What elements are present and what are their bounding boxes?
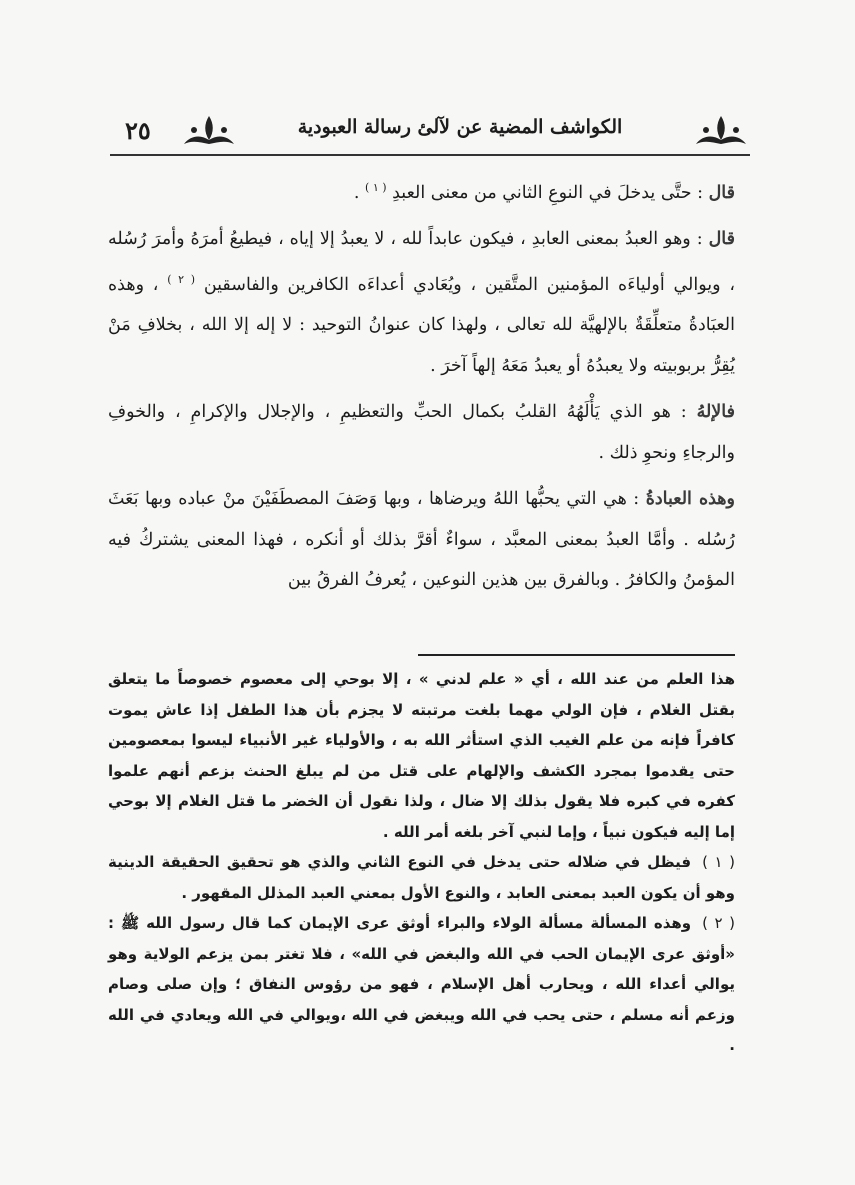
page-number: ٢٥: [125, 116, 151, 145]
paragraph-label: قال: [708, 182, 735, 203]
paragraph-label: وهذه العبادةُ: [645, 489, 735, 510]
paragraph-text: : هي التي يحبُّها اللهُ ويرضاها ، وبها وَصَفَ المصطَفَيْنَ منْ عباده وبها بَعَثَ رُسُله . وأمَّا العبدُ بمعنى المعبَّد ، سواءٌ أقرَّ بذلك أو أنكره ، فهذا المعنى يشتركُ فيه المؤمنُ والكافرُ . وبالفرق بين هذين النوعين ، يُعرفُ الفرقُ بين: [108, 489, 735, 591]
footnote-marker: ( ١ ): [702, 853, 735, 871]
paragraph-text: .: [353, 182, 366, 203]
footnote-text: وهذه المسألة مسألة الولاء والبراء أوثق عرى الإيمان كما قال رسول الله ﷺ : «أوثق عرى الإيمان الحب في الله والبغض في الله» ، فلا تغتر بمن يزعم الولاية وهو يوالي أعداء الله ، ويحارب أهل الإسلام ، فهو من رؤوس النفاق ؛ وإن صلى وصام وزعم أنه مسلم ، حتى يحب في الله ويبغض في الله ،ويوالي في الله ويعادي في الله .: [108, 914, 735, 1054]
paragraph-label: قال: [708, 229, 735, 250]
paragraph-text: : وهو العبدُ بمعنى العابدِ ، فيكون عابداً لله ، لا يعبدُ إلا إياه ، فيطيعُ أمرَهُ وأمرَ رُسُله ، ويوالي أولياءَه المؤمنين المتَّقين ، ويُعَادي أعداءَه الكافرين والفاسقين: [108, 229, 735, 295]
paragraph: [108, 168, 735, 213]
paragraph-label: فالإلهُ: [696, 402, 735, 423]
paragraph-text: ، وهذه العبَادةُ متعلِّقَةٌ بالإلهيَّة لله تعالى ، ولهذا كان عنوانُ التوحيد : لا إله إلا الله ، بخلافِ مَنْ يُقِرُّ بربوبيته ولا يعبدُهُ أو يعبدُ مَعَهُ إلهاً آخرَ .: [108, 274, 735, 376]
paragraph: [108, 219, 735, 386]
footnote-reference: ( ٢ ): [167, 272, 196, 286]
footnote: [108, 908, 735, 1061]
paragraph-text: : حتَّى يدخلَ في النوعِ الثاني من معنى العبدِ: [386, 182, 703, 203]
footnote-marker: ( ٢ ): [702, 914, 735, 932]
footnote: [108, 847, 735, 908]
footnotes: [108, 664, 735, 1061]
header-rule: [110, 154, 750, 156]
footnote-text: فيظل في ضلاله حتى يدخل في النوع الثاني والذي هو تحقيق الحقيقة الدينية وهو أن يكون العبد بمعنى العابد ، والنوع الأول بمعني العبد المذلل المقهور .: [108, 853, 735, 902]
floral-ornament-icon: [180, 114, 238, 148]
paragraph: [108, 479, 735, 601]
footnote-continuation: هذا العلم من عند الله ، أي « علم لدني » ، إلا بوحي إلى معصوم خصوصاً ما يتعلق بقتل الغلام ، فإن الولي مهما بلغت مرتبته لا يجزم بأن هذا الطفل إذا عاش يموت كافراً فإنه من علم الغيب الذي استأثر الله به ، والأولياء غير الأنبياء ليسوا بمعصومين حتى يقدموا بمجرد الكشف والإلهام على قتل من لم يبلغ الحنث بزعم أنهم علموا كفره في كبره فلا يقول بذلك إلا ضال ، ولذا نقول أن الخضر ما قتل الغلام إلا بوحي إما إليه فيكون نبياً ، وإما لنبي آخر بلغه أمر الله .: [108, 670, 735, 841]
page-header: [110, 112, 750, 156]
floral-ornament-icon: [692, 114, 750, 148]
running-head-title: الكواشف المضية عن لآلئ رسالة العبودية: [297, 116, 623, 138]
footnote-reference: ( ١ ): [365, 181, 387, 194]
paragraph-text: : هو الذي يَأْلَهُهُ القلبُ بكمال الحبِّ والتعظيمِ ، والإجلال والإكرامِ ، والخوفِ والرجاءِ ونحوِ ذلك .: [108, 402, 735, 463]
paragraph: [108, 392, 735, 473]
main-text: [108, 168, 735, 607]
footnote-divider: [418, 654, 735, 656]
